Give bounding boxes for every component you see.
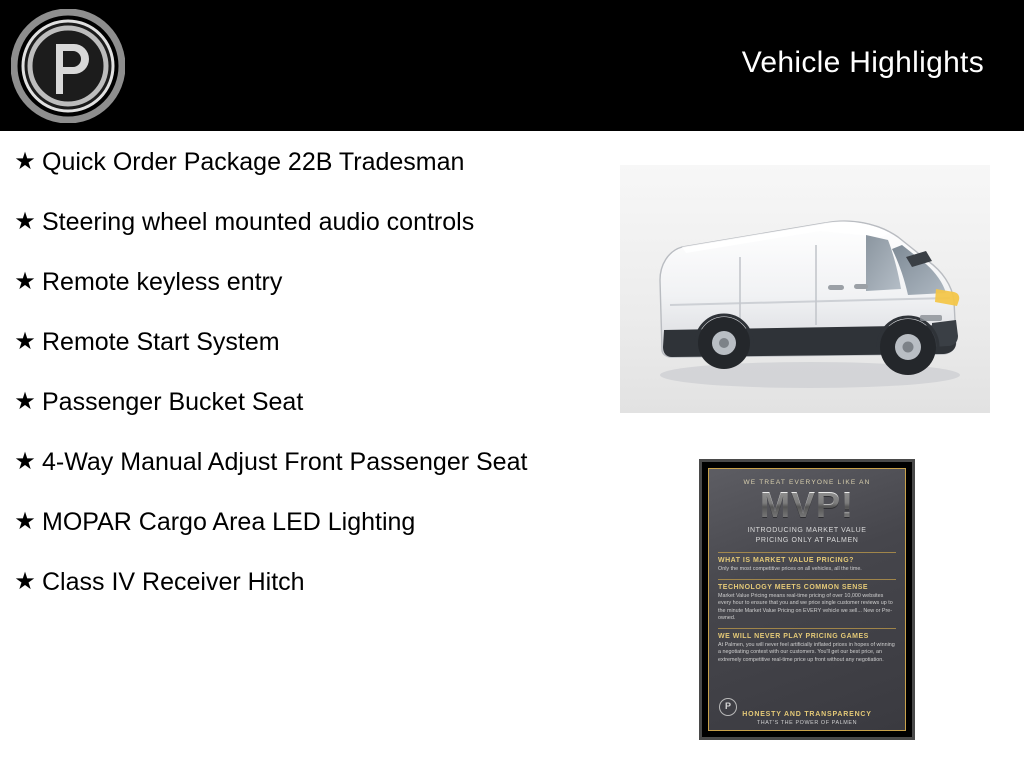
star-bullet-icon: ★ [14, 208, 36, 235]
mvp-section-body: Market Value Pricing means real-time pricing of over 10,000 websites every hour to ensure that you and we price single customer reviews up to the minute Market Value Pricing on EVERY vehicle we sell... New or Pre-owned. [718, 592, 893, 621]
star-bullet-icon: ★ [14, 268, 36, 295]
star-bullet-icon: ★ [14, 448, 36, 475]
mvp-promo-card [699, 459, 915, 740]
divider [718, 552, 896, 553]
palmen-p-badge-icon: P [719, 698, 737, 716]
highlight-text: 4-Way Manual Adjust Front Passenger Seat [42, 448, 528, 476]
list-item [8, 145, 608, 179]
highlight-text: Steering wheel mounted audio controls [42, 208, 475, 236]
star-bullet-icon: ★ [14, 568, 36, 595]
star-bullet-icon: ★ [14, 328, 36, 355]
mvp-section-heading: WE WILL NEVER PLAY PRICING GAMES [718, 632, 869, 640]
mvp-subtitle [718, 526, 896, 546]
highlight-text: Passenger Bucket Seat [42, 388, 304, 416]
list-item [8, 205, 608, 239]
mvp-tagline: WE TREAT EVERYONE LIKE AN [743, 479, 871, 486]
vehicle-photo [620, 165, 990, 413]
highlight-text: Remote Start System [42, 328, 280, 356]
mvp-section-body: Only the most competitive prices on all vehicles, all the time. [718, 566, 862, 572]
star-bullet-icon: ★ [14, 388, 36, 415]
list-item [8, 445, 608, 479]
highlight-text: Remote keyless entry [42, 268, 283, 296]
page-title: Vehicle Highlights [741, 46, 984, 79]
highlight-text: MOPAR Cargo Area LED Lighting [42, 508, 416, 536]
mvp-section-body: At Palmen, you will never feel artificially inflated prices in hopes of winning a negotiating contest with our customers. You'll get our best price, an extremely competitive real-time price up front without any negotiation. [718, 641, 895, 663]
divider [718, 628, 896, 629]
mvp-title: MVP! [718, 486, 896, 524]
list-item [8, 325, 608, 359]
list-item [8, 385, 608, 419]
divider [718, 579, 896, 580]
page-header [0, 0, 1024, 131]
mvp-section-heading: TECHNOLOGY MEETS COMMON SENSE [718, 583, 869, 591]
mvp-subtitle-line-1: INTRODUCING MARKET VALUE [747, 527, 867, 534]
mvp-footer [709, 711, 905, 726]
list-item [8, 265, 608, 299]
list-item [8, 505, 608, 539]
star-bullet-icon: ★ [14, 508, 36, 535]
mvp-subtitle-line-2: PRICING ONLY AT PALMEN [755, 537, 859, 544]
star-bullet-icon: ★ [14, 148, 36, 175]
highlight-text: Quick Order Package 22B Tradesman [42, 148, 465, 176]
mvp-footer-line-2: THAT'S THE POWER OF PALMEN [756, 720, 858, 726]
palmen-p-circle-logo-icon [11, 9, 125, 123]
mvp-card-inner [708, 468, 906, 731]
vehicle-highlights-list [8, 145, 608, 625]
mvp-footer-line-1: HONESTY AND TRANSPARENCY [742, 711, 872, 718]
mvp-section-heading: WHAT IS MARKET VALUE PRICING? [718, 557, 854, 564]
highlight-text: Class IV Receiver Hitch [42, 568, 305, 596]
list-item [8, 565, 608, 599]
